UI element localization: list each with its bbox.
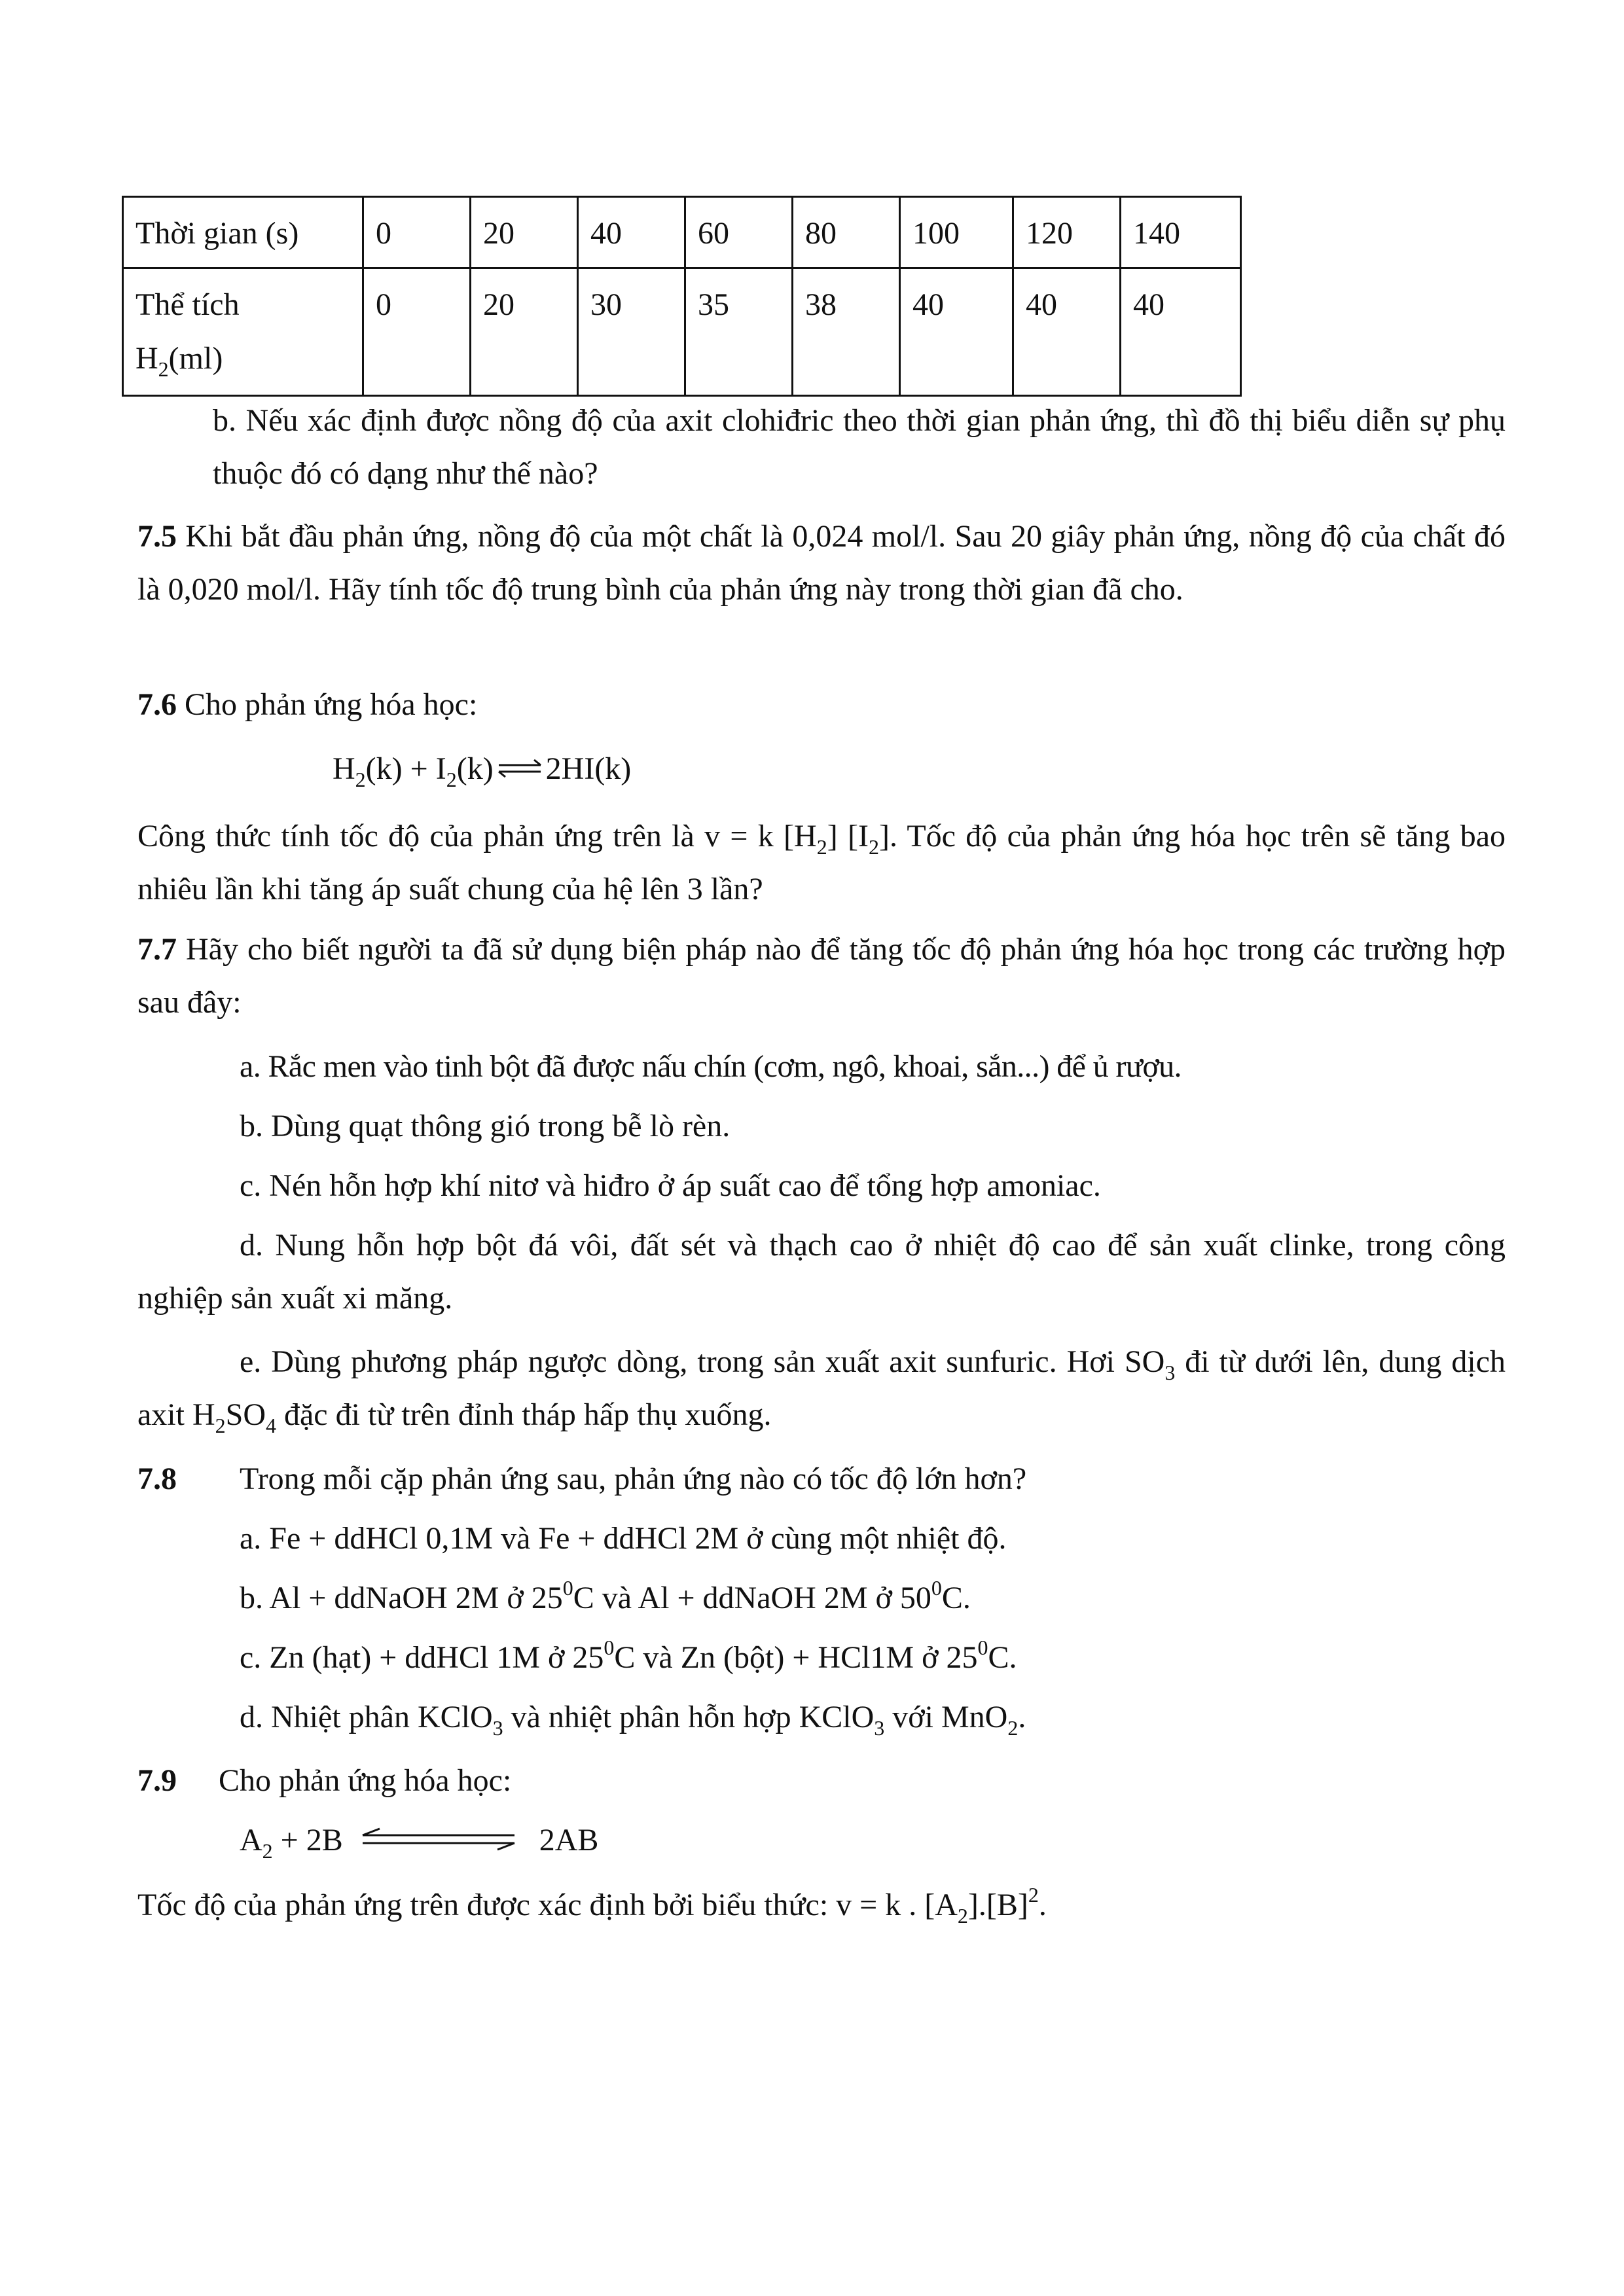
question-7-7-b: b. Dùng quạt thông gió trong bễ lò rèn. (240, 1109, 731, 1143)
subscript: 2 (262, 1839, 273, 1863)
question-7-8-c (240, 1631, 1506, 1684)
table-cell: 40 (578, 197, 685, 268)
text-run: C và Zn (bột) + HCl1M ở 25 (614, 1640, 978, 1675)
text-run: . (1038, 1888, 1047, 1922)
superscript: 0 (562, 1576, 573, 1600)
eq-term: (k) + I (365, 751, 446, 786)
text-run: C. (988, 1640, 1017, 1675)
table-cell: 100 (900, 197, 1013, 268)
subscript: 4 (266, 1414, 276, 1437)
question-7-8-intro (137, 1452, 1506, 1505)
equilibrium-arrow-icon (494, 745, 546, 798)
superscript: 0 (977, 1636, 988, 1659)
table-cell: 0 (363, 268, 471, 396)
table-cell: 80 (793, 197, 900, 268)
eq-term: A (240, 1823, 262, 1857)
table-cell: 30 (578, 268, 685, 396)
text-run: với MnO (884, 1700, 1008, 1734)
text-run: Tốc độ của phản ứng trên được xác định bởi biểu thức: v = k . [A (137, 1888, 958, 1922)
table-cell: 35 (685, 268, 793, 396)
question-text: Khi bắt đầu phản ứng, nồng độ của một chất là 0,024 mol/l. Sau 20 giây phản ứng, nồng độ của chất đó là 0,020 mol/l. Hãy tính tốc độ trung bình của phản ứng này trong thời gian đã cho. (137, 519, 1506, 607)
text-run: c. Zn (hạt) + ddHCl 1M ở 25 (240, 1640, 604, 1675)
subscript: 2 (957, 1904, 968, 1928)
question-7-9-intro (137, 1754, 1506, 1807)
question-number: 7.8 (137, 1462, 177, 1496)
subscript: 2 (215, 1414, 226, 1437)
volume-label-chem: H (135, 341, 158, 376)
question-7-8-b (240, 1571, 1506, 1624)
equation-h2-i2 (333, 742, 631, 798)
table-row (123, 268, 1241, 396)
subscript: 3 (874, 1716, 885, 1740)
question-7-8-d (240, 1691, 1506, 1744)
volume-label-unit: (ml) (168, 341, 223, 376)
table-cell: 0 (363, 197, 471, 268)
text-run: ].[B] (967, 1888, 1028, 1922)
question-7-7-c: c. Nén hỗn hợp khí nitơ và hiđro ở áp suất cao để tổng hợp amoniac. (240, 1168, 1101, 1203)
subscript: 2 (1007, 1716, 1019, 1740)
text-run: d. Nhiệt phân KClO (240, 1700, 493, 1734)
text-run: SO (225, 1397, 266, 1432)
question-7-7-a: a. Rắc men vào tinh bột đã được nấu chín (cơm, ngô, khoai, sắn...) để ủ rượu. (240, 1049, 1182, 1084)
question-text: Trong mỗi cặp phản ứng sau, phản ứng nào có tốc độ lớn hơn? (240, 1462, 1027, 1496)
text-run: đi từ dưới lên, dung dịch axit H (137, 1344, 1506, 1432)
question-number: 7.7 (137, 932, 177, 967)
text-run: e. Dùng phương pháp ngược dòng, trong sản xuất axit sunfuric. Hơi SO (240, 1344, 1165, 1379)
text-run: b. Al + ddNaOH 2M ở 25 (240, 1581, 563, 1615)
table-cell: 40 (1013, 268, 1121, 396)
eq-term: 2HI(k) (545, 751, 632, 786)
question-number: 7.9 (137, 1763, 177, 1798)
question-text: Cho phản ứng hóa học: (177, 687, 478, 722)
question-7-7-intro (137, 923, 1506, 1029)
text-run: Công thức tính tốc độ của phản ứng trên là v = k [H (137, 819, 817, 853)
table-cell: 40 (900, 268, 1013, 396)
volume-label: Thể tích (135, 287, 240, 322)
table-row (123, 197, 1241, 268)
text-run: . (1018, 1700, 1026, 1734)
table-cell: 20 (471, 268, 578, 396)
question-7-6-rate (137, 810, 1506, 916)
equilibrium-arrow-icon (360, 1816, 517, 1869)
question-7-6-intro (137, 678, 1506, 731)
text-run: C. (941, 1581, 971, 1615)
superscript: 0 (604, 1636, 615, 1659)
question-7-7-e (137, 1335, 1506, 1441)
subscript: 2 (355, 768, 366, 791)
question-7-7-d: d. Nung hỗn hợp bột đá vôi, đất sét và thạch cao ở nhiệt độ cao để sản xuất clinke, trong công nghiệp sản xuất xi măng. (137, 1228, 1506, 1316)
subscript: 2 (158, 357, 169, 381)
table-cell: 40 (1121, 268, 1241, 396)
superscript: 0 (931, 1576, 942, 1600)
table-cell: 20 (471, 197, 578, 268)
question-text: Cho phản ứng hóa học: (219, 1763, 512, 1798)
question-text: Hãy cho biết người ta đã sử dụng biện pháp nào để tăng tốc độ phản ứng hóa học trong các trường hợp sau đây: (137, 932, 1506, 1020)
question-number: 7.5 (137, 519, 177, 554)
question-7-9-rate (137, 1878, 1506, 1931)
question-number: 7.6 (137, 687, 177, 722)
table-cell: 140 (1121, 197, 1241, 268)
subscript: 3 (1164, 1361, 1176, 1384)
question-7-4-b: b. Nếu xác định được nồng độ của axit clohiđric theo thời gian phản ứng, thì đồ thị biểu diễn sự phụ thuộc đó có dạng như thế nào? (213, 403, 1506, 491)
text-run: C và Al + ddNaOH 2M ở 50 (573, 1581, 931, 1615)
question-7-5 (137, 510, 1506, 616)
subscript: 2 (446, 768, 457, 791)
table-header-cell (123, 268, 363, 396)
subscript: 2 (816, 835, 827, 859)
table-cell: 60 (685, 197, 793, 268)
eq-term: + 2B (272, 1823, 343, 1857)
table-header-cell: Thời gian (s) (123, 197, 363, 268)
eq-term: H (333, 751, 355, 786)
table-cell: 38 (793, 268, 900, 396)
text-run: đặc đi từ trên đỉnh tháp hấp thụ xuống. (276, 1397, 772, 1432)
table-cell: 120 (1013, 197, 1121, 268)
eq-term: (k) (456, 751, 494, 786)
eq-term: 2AB (539, 1823, 599, 1857)
text-run: và nhiệt phân hỗn hợp KClO (503, 1700, 875, 1734)
text-run: ] [I (827, 819, 869, 853)
equation-a2-2b (240, 1814, 598, 1869)
superscript: 2 (1028, 1883, 1039, 1907)
text-run: ]. Tốc độ của phản ứng hóa học trên sẽ tăng bao nhiêu lần khi tăng áp suất chung của hệ lên 3 lần? (137, 819, 1506, 906)
time-volume-table (122, 196, 1242, 397)
question-7-8-a: a. Fe + ddHCl 0,1M và Fe + ddHCl 2M ở cùng một nhiệt độ. (240, 1521, 1007, 1556)
subscript: 3 (492, 1716, 503, 1740)
subscript: 2 (868, 835, 879, 859)
